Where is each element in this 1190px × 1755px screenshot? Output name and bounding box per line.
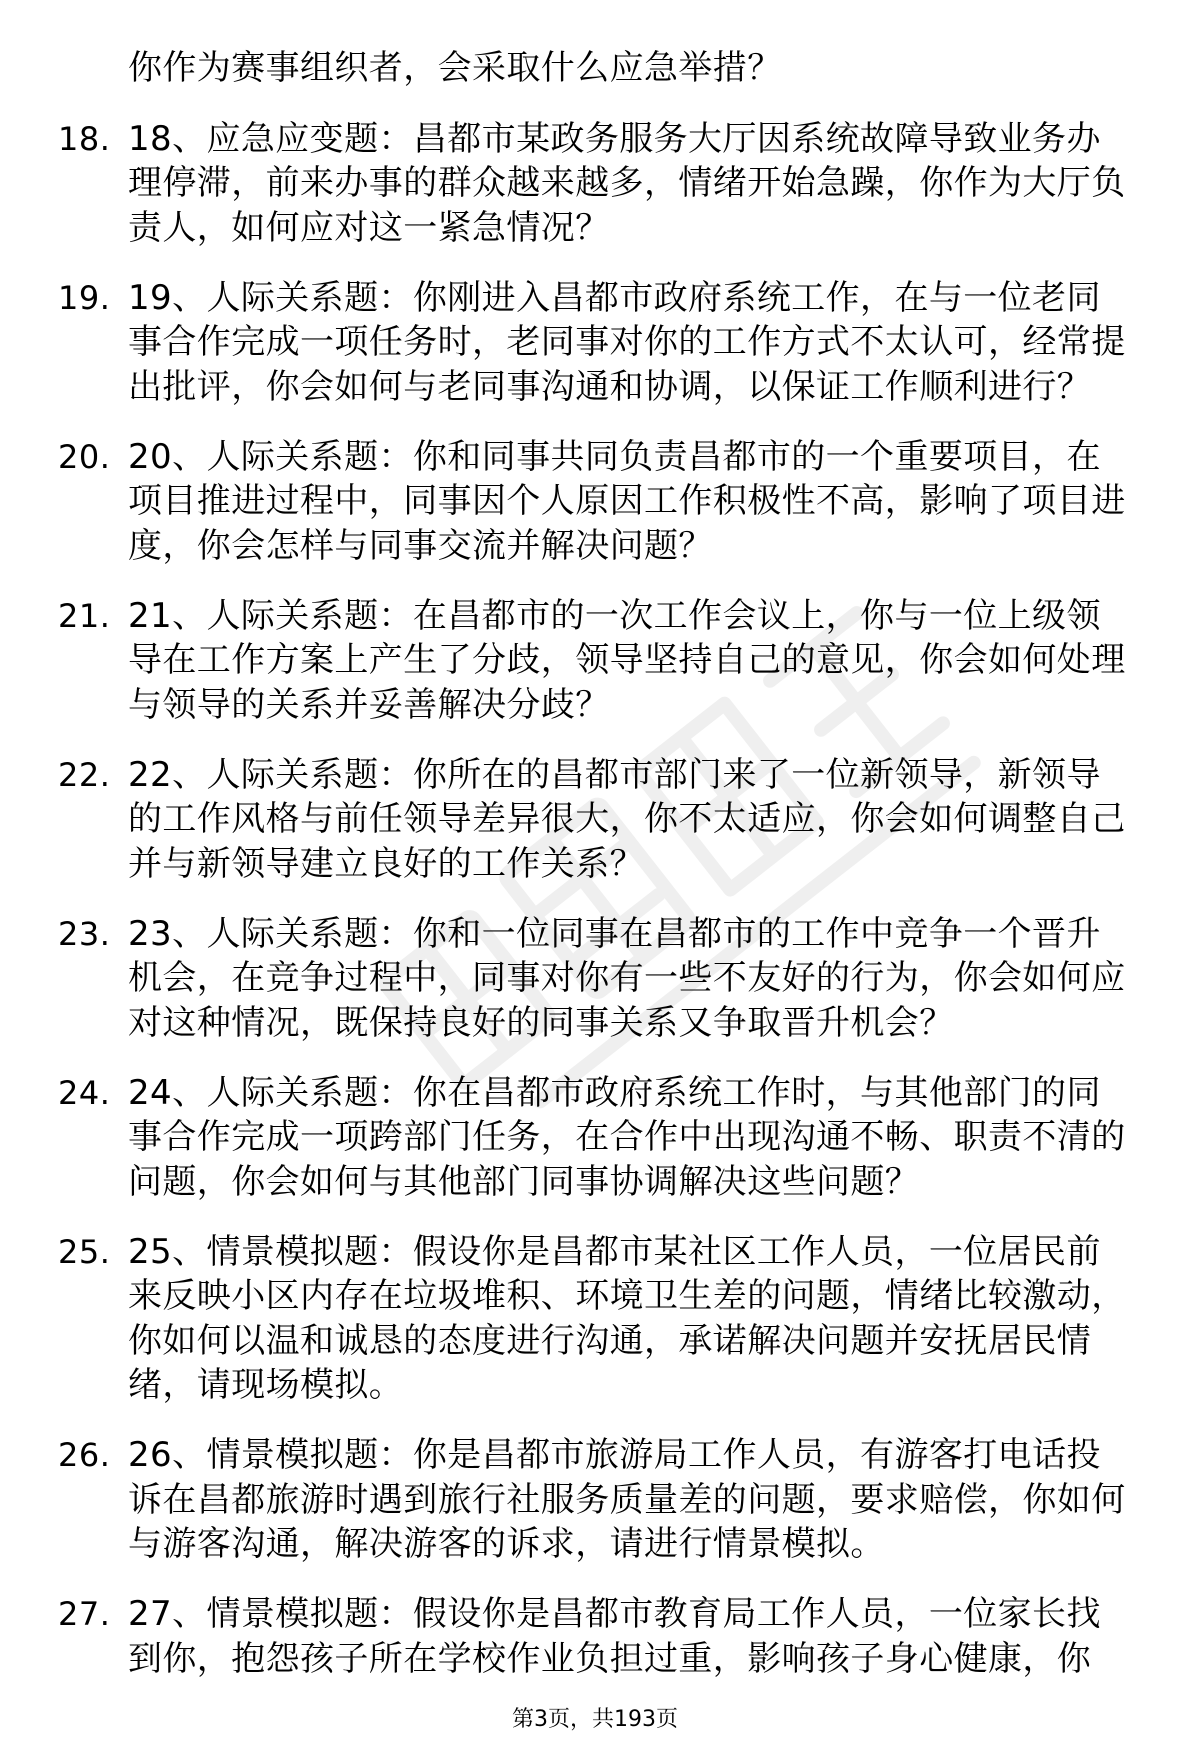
page-number-footer: 第3页，共193页 bbox=[512, 1707, 678, 1732]
item-text: 23、人际关系题：你和一位同事在昌都市的工作中竞争一个晋升机会，在竞争过程中，同事对你有一些不友好的行为，你会如何应对这种情况，既保持良好的同事关系又争取晋升机会？ bbox=[128, 913, 1126, 1043]
item-number: 24. bbox=[58, 1073, 111, 1112]
item-number: 26. bbox=[58, 1436, 111, 1474]
item-text: 19、人际关系题：你刚进入昌都市政府系统工作，在与一位老同事合作完成一项任务时，老同事对你的工作方式不太认可，经常提出批评，你会如何与老同事沟通和协调，以保证工作顺利进行？ bbox=[128, 277, 1126, 407]
list-item bbox=[58, 594, 1148, 728]
list-item bbox=[58, 276, 1148, 410]
item-number: 25. bbox=[58, 1232, 111, 1271]
list-item bbox=[58, 753, 1148, 887]
item-text: 25、情景模拟题：假设你是昌都市某社区工作人员，一位居民前来反映小区内存在垃圾堆积、环境卫生差的问题，情绪比较激动，你如何以温和诚恳的态度进行沟通，承诺解决问题并安抚居民情绪，请现场模拟。 bbox=[128, 1231, 1126, 1405]
item-number: 19. bbox=[58, 278, 111, 317]
list-item bbox=[58, 1071, 1148, 1205]
list-item bbox=[58, 912, 1148, 1046]
item-text: 18、应急应变题：昌都市某政务服务大厅因系统故障导致业务办理停滞，前来办事的群众越来越多，情绪开始急躁，你作为大厅负责人，如何应对这一紧急情况？ bbox=[128, 118, 1126, 248]
item-number: 23. bbox=[58, 914, 111, 953]
list-item bbox=[58, 435, 1148, 569]
item-text: 26、情景模拟题：你是昌都市旅游局工作人员，有游客打电话投诉在昌都旅游时遇到旅行社服务质量差的问题，要求赔偿，你如何与游客沟通，解决游客的诉求，请进行情景模拟。 bbox=[128, 1435, 1126, 1564]
list-item bbox=[58, 1230, 1148, 1408]
item-number: 27. bbox=[58, 1595, 111, 1633]
item-number: 20. bbox=[58, 437, 111, 476]
item-text: 20、人际关系题：你和同事共同负责昌都市的一个重要项目，在项目推进过程中，同事因个人原因工作积极性不高，影响了项目进度，你会怎样与同事交流并解决问题？ bbox=[128, 436, 1126, 566]
item-text: 27、情景模拟题：假设你是昌都市教育局工作人员，一位家长找到你，抱怨孩子所在学校作业负担过重，影响孩子身心健康，你 bbox=[128, 1594, 1101, 1679]
item-number: 18. bbox=[58, 119, 111, 158]
item-text: 24、人际关系题：你在昌都市政府系统工作时，与其他部门的同事合作完成一项跨部门任务，在合作中出现沟通不畅、职责不清的问题，你会如何与其他部门同事协调解决这些问题？ bbox=[128, 1072, 1126, 1202]
item-number: 21. bbox=[58, 596, 111, 635]
item-number: 22. bbox=[58, 755, 111, 794]
continued-question-text: 你作为赛事组织者，会采取什么应急举措？ bbox=[128, 48, 782, 88]
list-item bbox=[58, 117, 1148, 251]
question-list bbox=[58, 46, 1148, 1707]
list-item bbox=[58, 1592, 1148, 1681]
list-item bbox=[58, 1433, 1148, 1567]
item-text: 22、人际关系题：你所在的昌都市部门来了一位新领导，新领导的工作风格与前任领导差异很大，你不太适应，你会如何调整自己并与新领导建立良好的工作关系？ bbox=[128, 754, 1126, 884]
item-text: 21、人际关系题：在昌都市的一次工作会议上，你与一位上级领导在工作方案上产生了分歧，领导坚持自己的意见，你会如何处理与领导的关系并妥善解决分歧？ bbox=[128, 595, 1126, 725]
